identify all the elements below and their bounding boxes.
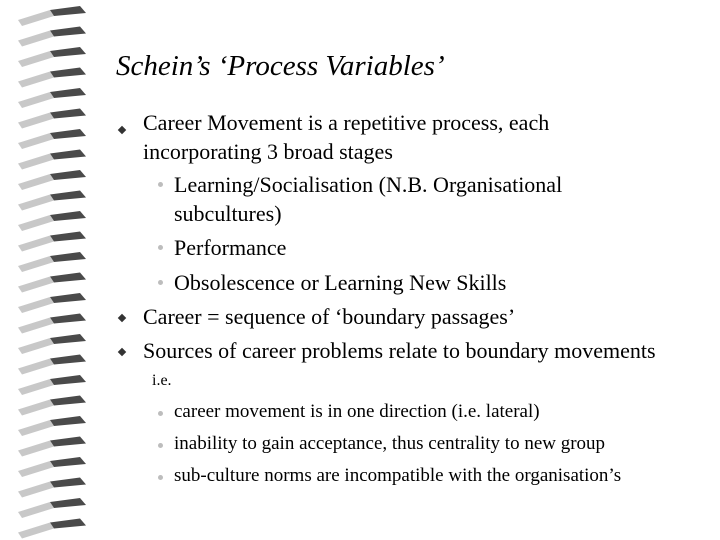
spiral-coil — [18, 498, 86, 518]
sub-bullet-text: Learning/Socialisation (N.B. Organisational — [174, 172, 563, 197]
sub-bullet-text: inability to gain acceptance, thus centrality to new group — [174, 433, 606, 454]
spiral-coil — [18, 314, 86, 334]
spiral-coil — [18, 27, 86, 47]
bullet-text: Career Movement is a repetitive process, each — [143, 110, 550, 135]
spiral-coil — [18, 88, 86, 108]
spiral-coil — [18, 273, 86, 293]
spiral-coil — [18, 334, 86, 354]
slide-title: Schein’s ‘Process Variables’ — [116, 50, 445, 82]
note-text: i.e. — [152, 372, 172, 389]
bullet-dot-icon — [158, 475, 163, 480]
spiral-binding-decoration — [0, 0, 100, 540]
spiral-coil — [18, 211, 86, 231]
spiral-coil — [18, 478, 86, 498]
sub-bullet-text: Obsolescence or Learning New Skills — [174, 270, 507, 295]
spiral-coil — [18, 252, 86, 272]
spiral-coil — [18, 355, 86, 375]
spiral-coil — [18, 47, 86, 67]
bullet-dot-icon — [158, 280, 163, 285]
spiral-coil — [18, 457, 86, 477]
bullet-diamond-icon — [118, 314, 126, 322]
sub-bullet-text: career movement is in one direction (i.e. lateral) — [174, 401, 540, 422]
spiral-coil — [18, 375, 86, 395]
spiral-coil — [18, 170, 86, 190]
sub-bullet-text: sub-culture norms are incompatible with the organisation’s — [174, 465, 622, 486]
bullet-text: Career = sequence of ‘boundary passages’ — [143, 304, 516, 329]
bullet-dot-icon — [158, 443, 163, 448]
spiral-coil — [18, 6, 86, 26]
bullet-dot-icon — [158, 245, 163, 250]
bullet-text: incorporating 3 broad stages — [143, 139, 393, 164]
spiral-coil — [18, 68, 86, 88]
bullet-diamond-icon — [118, 126, 126, 134]
bullet-dot-icon — [158, 182, 163, 187]
spiral-coil — [18, 150, 86, 170]
sub-bullet-text: subcultures) — [174, 201, 282, 226]
spiral-coil — [18, 293, 86, 313]
spiral-coil — [18, 232, 86, 252]
spiral-coil — [18, 109, 86, 129]
spiral-coil — [18, 129, 86, 149]
spiral-coil — [18, 396, 86, 416]
bullet-text: Sources of career problems relate to boundary movements — [143, 338, 656, 363]
spiral-coil — [18, 437, 86, 457]
bullet-diamond-icon — [118, 348, 126, 356]
spiral-coil — [18, 416, 86, 436]
bullet-dot-icon — [158, 411, 163, 416]
spiral-coil — [18, 191, 86, 211]
spiral-coil — [18, 519, 86, 539]
sub-bullet-text: Performance — [174, 235, 287, 260]
